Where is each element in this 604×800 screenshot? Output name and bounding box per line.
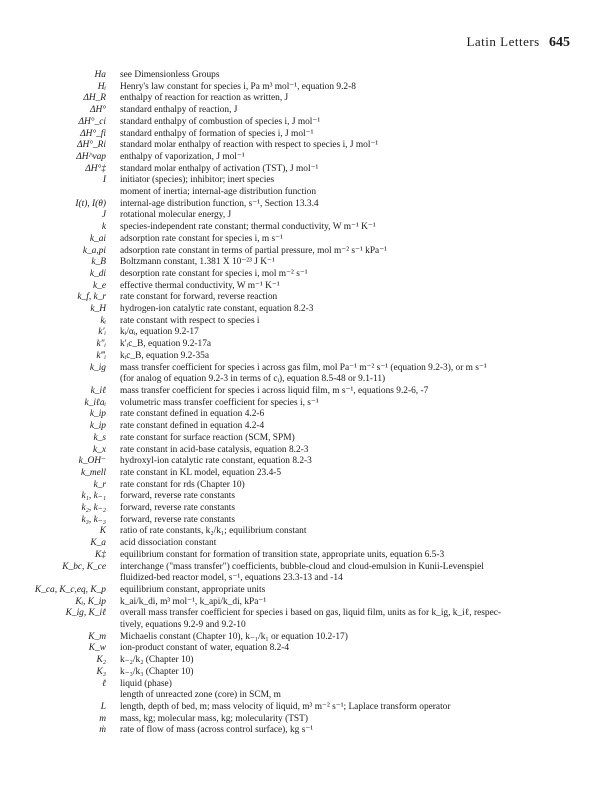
- entry-definition: Michaelis constant (Chapter 10), k₋₁/k₁ or equation 10.2-17): [120, 631, 348, 642]
- list-item: [0, 374, 604, 386]
- entry-definition: tively, equations 9.2-9 and 9.2-10: [120, 620, 246, 631]
- list-item: [0, 363, 604, 375]
- list-item: [0, 105, 604, 117]
- entry-definition: rotational molecular energy, J: [120, 210, 232, 221]
- entry-symbol: I: [102, 175, 106, 186]
- entry-symbol: k_e: [92, 280, 106, 291]
- list-item: [0, 281, 604, 293]
- entry-definition: hydrogen-ion catalytic rate constant, equation 8.2-3: [120, 304, 314, 315]
- list-item: [0, 468, 604, 480]
- entry-symbol: k_OH⁻: [78, 456, 106, 467]
- entry-symbol: ṁ: [99, 725, 106, 736]
- list-item: [0, 93, 604, 105]
- list-item: [0, 187, 604, 199]
- entry-definition: volumetric mass transfer coefficient for species i, s⁻¹: [120, 397, 319, 408]
- entry-symbol: k_ig: [89, 362, 106, 373]
- entry-symbol: k‴ᵢ: [96, 350, 106, 361]
- symbol-list: [0, 70, 604, 737]
- list-item: [0, 257, 604, 269]
- entry-definition: see Dimensionless Groups: [120, 70, 220, 80]
- entry-definition: forward, reverse rate constants: [120, 514, 236, 525]
- list-item: [0, 679, 604, 691]
- entry-symbol: K₂: [96, 655, 106, 666]
- entry-definition: rate constant in KL model, equation 23.4-5: [120, 467, 282, 478]
- list-item: [0, 667, 604, 679]
- list-item: [0, 550, 604, 562]
- entry-symbol: ΔH°_Ri: [76, 140, 106, 151]
- list-item: [0, 562, 604, 574]
- entry-symbol: k_mell: [81, 467, 106, 478]
- list-item: [0, 515, 604, 527]
- list-item: [0, 702, 604, 714]
- entry-symbol: k₁, k₋₁: [81, 491, 106, 502]
- entry-symbol: k₃, k₋₃: [81, 514, 106, 525]
- list-item: [0, 199, 604, 211]
- list-item: [0, 386, 604, 398]
- page-header: [466, 34, 570, 51]
- entry-symbol: k_H: [90, 304, 106, 315]
- entry-symbol: k: [101, 222, 106, 233]
- list-item: [0, 82, 604, 94]
- entry-symbol: kᵢ: [100, 315, 106, 326]
- entry-definition: liquid (phase): [120, 678, 172, 689]
- entry-definition: length, depth of bed, m; mass velocity of liquid, m³ m⁻² s⁻¹; Laplace transform operator: [120, 701, 451, 712]
- entry-symbol: K_w: [88, 643, 106, 654]
- entry-symbol: K₃: [96, 666, 106, 677]
- list-item: [0, 327, 604, 339]
- entry-symbol: k_B: [91, 257, 106, 268]
- entry-definition: initiator (species); inhibitor; inert species: [120, 175, 275, 186]
- list-item: [0, 234, 604, 246]
- list-item: [0, 632, 604, 644]
- entry-symbol: ΔH°_fi: [80, 128, 106, 139]
- entry-symbol: K_m: [88, 631, 106, 642]
- entry-definition: standard enthalpy of combustion of species i, J mol⁻¹: [120, 116, 321, 127]
- entry-definition: kᵢc_B, equation 9.2-35a: [120, 350, 210, 361]
- entry-definition: mass, kg; molecular mass, kg; molecularity (TST): [120, 713, 308, 724]
- entry-symbol: L: [100, 701, 106, 712]
- list-item: [0, 573, 604, 585]
- entry-definition: desorption rate constant for species i, mol m⁻² s⁻¹: [120, 268, 308, 279]
- list-item: [0, 608, 604, 620]
- entry-symbol: K: [99, 526, 106, 537]
- list-item: [0, 503, 604, 515]
- list-item: [0, 316, 604, 328]
- list-item: [0, 725, 604, 737]
- entry-definition: overall mass transfer coefficient for species i based on gas, liquid film, units as for k_ig, k_iℓ, respec-: [120, 608, 502, 619]
- list-item: [0, 210, 604, 222]
- entry-definition: species-independent rate constant; thermal conductivity, W m⁻¹ K⁻¹: [120, 222, 376, 233]
- entry-symbol: ΔH°: [89, 105, 106, 116]
- entry-symbol: J: [101, 210, 106, 221]
- list-item: [0, 351, 604, 363]
- entry-symbol: K‡: [95, 549, 106, 560]
- entry-definition: forward, reverse rate constants: [120, 503, 236, 514]
- entry-definition: moment of inertia; internal-age distribution function: [120, 187, 317, 198]
- entry-symbol: ℓ: [102, 678, 106, 689]
- entry-symbol: k₂, k₋₂: [81, 503, 106, 514]
- list-item: [0, 409, 604, 421]
- list-item: [0, 164, 604, 176]
- entry-definition: k₋₂/k₂ (Chapter 10): [120, 655, 194, 666]
- entry-symbol: Ha: [94, 70, 106, 80]
- entry-symbol: k_a,pi: [82, 245, 106, 256]
- entry-symbol: K_a: [90, 538, 106, 549]
- list-item: [0, 421, 604, 433]
- list-item: [0, 445, 604, 457]
- entry-definition: adsorption rate constant for species i, m s⁻¹: [120, 233, 283, 244]
- entry-definition: equilibrium constant, appropriate units: [120, 584, 266, 595]
- list-item: [0, 269, 604, 281]
- entry-definition: rate constant defined in equation 4.2-6: [120, 409, 265, 420]
- list-item: [0, 70, 604, 82]
- list-item: [0, 538, 604, 550]
- list-item: [0, 246, 604, 258]
- page-number: 645: [549, 35, 570, 50]
- entry-definition: equilibrium constant for formation of transition state, appropriate units, equation 6.5-3: [120, 549, 445, 560]
- entry-definition: fluidized-bed reactor model, s⁻¹, equations 23.3-13 and -14: [120, 573, 343, 584]
- entry-definition: rate constant with respect to species i: [120, 315, 260, 326]
- list-item: [0, 597, 604, 609]
- entry-definition: rate constant in acid-base catalysis, equation 8.2-3: [120, 444, 309, 455]
- list-item: [0, 140, 604, 152]
- entry-symbol: Hᵢ: [97, 81, 106, 92]
- entry-symbol: k_ip: [89, 409, 106, 420]
- entry-definition: standard enthalpy of formation of species i, J mol⁻¹: [120, 128, 314, 139]
- list-item: [0, 526, 604, 538]
- list-item: [0, 175, 604, 187]
- entry-symbol: [0, 620, 120, 632]
- entry-symbol: ΔH°‡: [85, 163, 106, 174]
- list-item: [0, 585, 604, 597]
- entry-symbol: [0, 374, 120, 386]
- entry-symbol: k_x: [92, 444, 106, 455]
- entry-symbol: k′ᵢ: [98, 327, 106, 338]
- entry-definition: interchange ("mass transfer") coefficients, bubble-cloud and cloud-emulsion in Kunii-Levenspiel: [120, 561, 484, 572]
- entry-definition: standard molar enthalpy of reaction with respect to species i, J mol⁻¹: [120, 140, 379, 151]
- entry-symbol: k_ai: [89, 233, 106, 244]
- list-item: [0, 620, 604, 632]
- entry-symbol: K_bc, K_ce: [62, 561, 106, 572]
- entry-symbol: I(t), I(θ): [75, 198, 106, 209]
- entry-symbol: k_iℓaᵢ: [84, 397, 106, 408]
- list-item: [0, 690, 604, 702]
- entry-symbol: k_f, k_r: [77, 292, 106, 303]
- entry-symbol: k_s: [93, 432, 106, 443]
- entry-symbol: k_di: [89, 268, 106, 279]
- entry-definition: ion-product constant of water, equation 8.2-4: [120, 643, 290, 654]
- entry-symbol: [0, 573, 120, 585]
- list-item: [0, 398, 604, 410]
- list-item: [0, 292, 604, 304]
- entry-symbol: m: [99, 713, 106, 724]
- entry-definition: rate constant for rds (Chapter 10): [120, 479, 245, 490]
- entry-symbol: Kᵢ, K_ip: [75, 596, 106, 607]
- entry-symbol: k_iℓ: [90, 385, 106, 396]
- list-item: [0, 222, 604, 234]
- entry-definition: mass transfer coefficient for species i across liquid film, m s⁻¹, equations 9.2-6, -7: [120, 385, 429, 396]
- list-item: [0, 456, 604, 468]
- list-item: [0, 643, 604, 655]
- entry-symbol: [0, 690, 120, 702]
- entry-definition: (for analog of equation 9.2-3 in terms of cᵢ), equation 8.5-48 or 9.1-11): [120, 374, 386, 385]
- list-item: [0, 339, 604, 351]
- list-item: [0, 129, 604, 141]
- entry-symbol: [0, 187, 120, 199]
- entry-definition: enthalpy of vaporization, J mol⁻¹: [120, 151, 245, 162]
- entry-definition: hydroxyl-ion catalytic rate constant, equation 8.2-3: [120, 456, 312, 467]
- entry-definition: internal-age distribution function, s⁻¹, Section 13.3.4: [120, 198, 319, 209]
- list-item: [0, 117, 604, 129]
- entry-symbol: k_r: [93, 479, 106, 490]
- list-item: [0, 152, 604, 164]
- entry-definition: kᵢ/αᵢ, equation 9.2-17: [120, 327, 199, 338]
- entry-definition: ratio of rate constants, k₂/k₁; equilibrium constant: [120, 526, 307, 537]
- entry-symbol: K_ig, K_iℓ: [65, 608, 106, 619]
- list-item: [0, 304, 604, 316]
- entry-definition: k_ai/k_di, m³ mol⁻¹, k_api/k_di, kPa⁻¹: [120, 596, 267, 607]
- entry-definition: rate constant for surface reaction (SCM, SPM): [120, 432, 295, 443]
- list-item: [0, 491, 604, 503]
- list-item: [0, 714, 604, 726]
- entry-symbol: ΔH_R: [83, 93, 106, 104]
- entry-definition: adsorption rate constant in terms of partial pressure, mol m⁻² s⁻¹ kPa⁻¹: [120, 245, 387, 256]
- entry-definition: enthalpy of reaction for reaction as written, J: [120, 93, 289, 104]
- entry-definition: rate of flow of mass (across control surface), kg s⁻¹: [120, 725, 314, 736]
- entry-definition: standard enthalpy of reaction, J: [120, 105, 238, 116]
- entry-symbol: ΔH^vap: [76, 151, 106, 162]
- list-item: [0, 480, 604, 492]
- running-head: Latin Letters: [466, 34, 540, 49]
- entry-symbol: K_ca, K_c,eq, K_p: [34, 584, 106, 595]
- entry-definition: Boltzmann constant, 1.381 X 10⁻²³ J K⁻¹: [120, 257, 275, 268]
- entry-symbol: ΔH°_ci: [78, 116, 106, 127]
- entry-definition: rate constant for forward, reverse reaction: [120, 292, 278, 303]
- entry-symbol: k_ip: [89, 421, 106, 432]
- entry-definition: Henry's law constant for species i, Pa m³ mol⁻¹, equation 9.2-8: [120, 81, 356, 92]
- entry-definition: standard molar enthalpy of activation (TST), J mol⁻¹: [120, 163, 319, 174]
- list-item: [0, 655, 604, 667]
- entry-definition: forward, reverse rate constants: [120, 491, 236, 502]
- entry-definition: mass transfer coefficient for species i across gas film, mol Pa⁻¹ m⁻² s⁻¹ (equation 9.2-3), or m s⁻¹: [120, 362, 487, 373]
- entry-symbol: k″ᵢ: [96, 339, 106, 350]
- list-item: [0, 433, 604, 445]
- entry-definition: k₋₃/k₃ (Chapter 10): [120, 666, 194, 677]
- entry-definition: k′ᵢc_B, equation 9.2-17a: [120, 339, 212, 350]
- entry-definition: effective thermal conductivity, W m⁻¹ K⁻¹: [120, 280, 280, 291]
- entry-definition: length of unreacted zone (core) in SCM, m: [120, 690, 281, 701]
- entry-definition: acid dissociation constant: [120, 538, 217, 549]
- entry-definition: rate constant defined in equation 4.2-4: [120, 421, 265, 432]
